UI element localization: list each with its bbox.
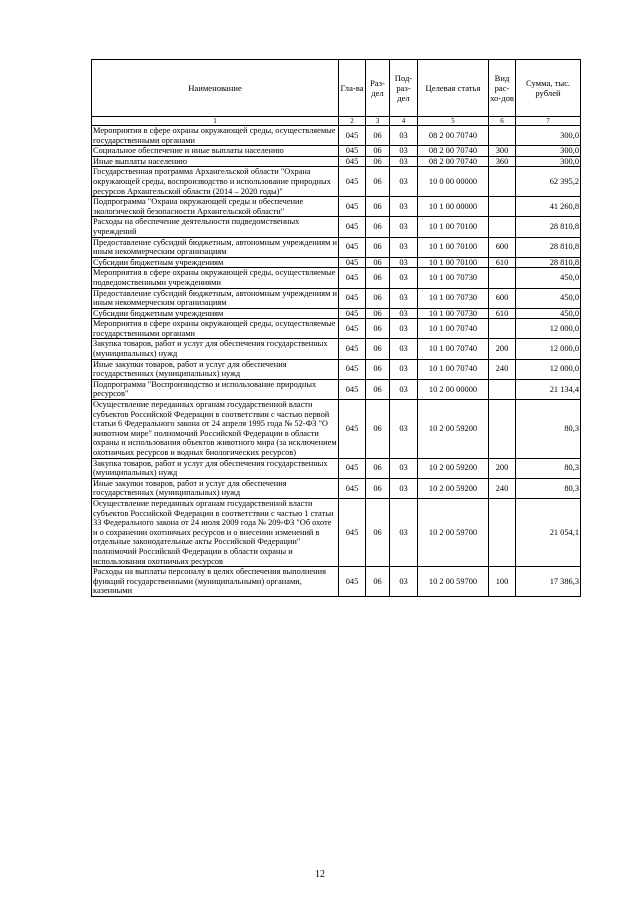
row-celevaya: 10 1 00 70730	[418, 268, 489, 288]
row-summa: 300,0	[516, 156, 581, 167]
row-name: Иные закупки товаров, работ и услуг для обеспечения государственных (муниципальных) нужд	[92, 478, 339, 498]
row-summa: 450,0	[516, 268, 581, 288]
table-row	[92, 400, 581, 459]
row-vid: 240	[489, 478, 516, 498]
row-glava: 045	[339, 308, 366, 319]
row-name: Субсидии бюджетным учреждениям	[92, 308, 339, 319]
column-number: 3	[366, 117, 390, 126]
table-row	[92, 126, 581, 146]
table-row	[92, 339, 581, 359]
row-razdel: 06	[366, 339, 390, 359]
row-summa: 21 134,4	[516, 379, 581, 399]
row-summa: 41 260,8	[516, 197, 581, 217]
table-row	[92, 217, 581, 237]
row-glava: 045	[339, 498, 366, 566]
row-podrazdel: 03	[390, 156, 418, 167]
row-summa: 12 000,0	[516, 339, 581, 359]
row-podrazdel: 03	[390, 268, 418, 288]
row-celevaya: 10 1 00 70100	[418, 237, 489, 257]
row-vid: 610	[489, 257, 516, 268]
row-razdel: 06	[366, 167, 390, 197]
row-vid	[489, 400, 516, 459]
row-vid: 600	[489, 237, 516, 257]
row-vid: 200	[489, 339, 516, 359]
row-vid: 100	[489, 567, 516, 597]
row-razdel: 06	[366, 257, 390, 268]
row-glava: 045	[339, 478, 366, 498]
row-name: Иные выплаты населению	[92, 156, 339, 167]
header-vid: Вид рас-хо-дов	[489, 60, 516, 117]
row-razdel: 06	[366, 237, 390, 257]
table-row	[92, 288, 581, 308]
header-glava: Гла-ва	[339, 60, 366, 117]
row-name: Мероприятия в сфере охраны окружающей среды, осуществляемые государственными органами	[92, 126, 339, 146]
row-name: Расходы на выплаты персоналу в целях обеспечения выполнения функций государственными (муниципальными) органами, казенными	[92, 567, 339, 597]
row-razdel: 06	[366, 498, 390, 566]
row-vid: 300	[489, 146, 516, 157]
row-razdel: 06	[366, 197, 390, 217]
header-podrazdel: Под-раз-дел	[390, 60, 418, 117]
row-vid	[489, 197, 516, 217]
row-name: Подпрограмма "Воспроизводство и использование природных ресурсов"	[92, 379, 339, 399]
row-podrazdel: 03	[390, 478, 418, 498]
row-razdel: 06	[366, 288, 390, 308]
row-podrazdel: 03	[390, 498, 418, 566]
header-row	[92, 60, 581, 117]
row-podrazdel: 03	[390, 217, 418, 237]
table-row	[92, 567, 581, 597]
row-celevaya: 10 2 00 00000	[418, 379, 489, 399]
column-number-row	[92, 117, 581, 126]
row-podrazdel: 03	[390, 146, 418, 157]
row-vid	[489, 379, 516, 399]
row-celevaya: 10 1 00 70100	[418, 257, 489, 268]
row-celevaya: 10 1 00 70730	[418, 308, 489, 319]
row-podrazdel: 03	[390, 257, 418, 268]
row-glava: 045	[339, 359, 366, 379]
row-summa: 28 810,8	[516, 237, 581, 257]
row-vid: 600	[489, 288, 516, 308]
table-row	[92, 458, 581, 478]
row-podrazdel: 03	[390, 567, 418, 597]
row-razdel: 06	[366, 319, 390, 339]
row-podrazdel: 03	[390, 167, 418, 197]
header-celevaya: Целевая статья	[418, 60, 489, 117]
row-celevaya: 10 1 00 70100	[418, 217, 489, 237]
table-row	[92, 319, 581, 339]
row-celevaya: 10 0 00 00000	[418, 167, 489, 197]
row-razdel: 06	[366, 567, 390, 597]
row-summa: 300,0	[516, 126, 581, 146]
header-razdel: Раз-дел	[366, 60, 390, 117]
row-celevaya: 08 2 00 70740	[418, 126, 489, 146]
row-name: Субсидии бюджетным учреждениям	[92, 257, 339, 268]
row-summa: 62 395,2	[516, 167, 581, 197]
row-vid	[489, 126, 516, 146]
row-celevaya: 10 1 00 70740	[418, 319, 489, 339]
row-podrazdel: 03	[390, 237, 418, 257]
row-celevaya: 10 2 00 59200	[418, 478, 489, 498]
row-name: Мероприятия в сфере охраны окружающей среды, осуществляемые государственными органами	[92, 319, 339, 339]
row-celevaya: 10 2 00 59200	[418, 458, 489, 478]
row-summa: 450,0	[516, 288, 581, 308]
row-vid	[489, 167, 516, 197]
row-summa: 12 000,0	[516, 319, 581, 339]
row-podrazdel: 03	[390, 126, 418, 146]
header-summa: Сумма, тыс. рублей	[516, 60, 581, 117]
row-name: Закупка товаров, работ и услуг для обеспечения государственных (муниципальных) нужд	[92, 339, 339, 359]
table-row	[92, 156, 581, 167]
table-row	[92, 379, 581, 399]
row-name: Иные закупки товаров, работ и услуг для обеспечения государственных (муниципальных) нужд	[92, 359, 339, 379]
row-podrazdel: 03	[390, 379, 418, 399]
row-vid	[489, 319, 516, 339]
row-vid: 200	[489, 458, 516, 478]
row-summa: 12 000,0	[516, 359, 581, 379]
row-glava: 045	[339, 268, 366, 288]
row-razdel: 06	[366, 217, 390, 237]
row-glava: 045	[339, 379, 366, 399]
row-vid: 360	[489, 156, 516, 167]
row-name: Мероприятия в сфере охраны окружающей среды, осуществляемые подведомственными учреждениями	[92, 268, 339, 288]
column-number: 1	[92, 117, 339, 126]
row-razdel: 06	[366, 400, 390, 459]
row-celevaya: 10 1 00 70740	[418, 359, 489, 379]
row-podrazdel: 03	[390, 359, 418, 379]
row-vid: 240	[489, 359, 516, 379]
row-glava: 045	[339, 257, 366, 268]
row-name: Предоставление субсидий бюджетным, автономным учреждениям и иным некоммерческим организациям	[93, 288, 337, 308]
table-row	[92, 237, 581, 257]
row-celevaya: 10 1 00 00000	[418, 197, 489, 217]
row-celevaya: 08 2 00 70740	[418, 156, 489, 167]
row-razdel: 06	[366, 458, 390, 478]
row-razdel: 06	[366, 146, 390, 157]
row-name: Государственная программа Архангельской области "Охрана окружающей среды, воспроизводство и использование природных ресурсов Архангельской области (2014 – 2020 годы)"	[92, 167, 339, 197]
column-number: 2	[339, 117, 366, 126]
row-summa: 450,0	[516, 308, 581, 319]
row-celevaya: 10 2 00 59200	[418, 400, 489, 459]
row-glava: 045	[339, 156, 366, 167]
row-summa: 21 054,1	[516, 498, 581, 566]
row-name: Социальное обеспечение и иные выплаты населению	[92, 146, 339, 157]
row-razdel: 06	[366, 478, 390, 498]
row-name: Осуществление переданных органам государственной власти субъектов Российской Федерации в соответствии с частью первой статьи 6 Федерального закона от 24 апреля 1995 года № 52-ФЗ "О животном мире" полномочий Российской Федерации в области охраны и использования объектов животного мира (за исключением охотничьих ресурсов и водных биологических ресурсов)	[93, 400, 337, 457]
row-name: Закупка товаров, работ и услуг для обеспечения государственных (муниципальных) нужд	[92, 458, 339, 478]
row-glava: 045	[339, 319, 366, 339]
column-number: 5	[418, 117, 489, 126]
row-vid	[489, 268, 516, 288]
column-number: 7	[516, 117, 581, 126]
row-glava: 045	[339, 567, 366, 597]
row-name: Осуществление переданных органам государственной власти субъектов Российской Федерации в соответствии с частью 1 статьи 33 Федерального закона от 24 июля 2009 года № 209-ФЗ "Об охоте и о сохранении охотничьих ресурсов и о внесении изменений в отдельные законодательные акты Российской Федерации" полномочий Российской Федерации в области охраны и использования охотничьих ресурсов	[92, 498, 339, 566]
row-name: Подпрограмма "Охрана окружающей среды и обеспечение экологической безопасности Архангельской области"	[92, 197, 339, 217]
row-podrazdel: 03	[390, 288, 418, 308]
row-vid	[489, 217, 516, 237]
row-celevaya: 10 1 00 70730	[418, 288, 489, 308]
row-vid	[489, 498, 516, 566]
row-celevaya: 10 1 00 70740	[418, 339, 489, 359]
row-glava: 045	[339, 288, 366, 308]
row-razdel: 06	[366, 359, 390, 379]
row-glava: 045	[339, 458, 366, 478]
row-glava: 045	[339, 126, 366, 146]
column-number: 6	[489, 117, 516, 126]
row-summa: 80,3	[516, 478, 581, 498]
row-glava: 045	[339, 237, 366, 257]
table-row	[92, 197, 581, 217]
table-row	[92, 498, 581, 566]
row-razdel: 06	[366, 156, 390, 167]
table-row	[92, 167, 581, 197]
table-row	[92, 359, 581, 379]
row-podrazdel: 03	[390, 400, 418, 459]
row-podrazdel: 03	[390, 308, 418, 319]
row-podrazdel: 03	[390, 458, 418, 478]
row-summa: 17 386,3	[516, 567, 581, 597]
row-summa: 80,3	[516, 458, 581, 478]
table-body	[92, 126, 581, 597]
row-celevaya: 08 2 00 70740	[418, 146, 489, 157]
row-glava: 045	[339, 167, 366, 197]
row-razdel: 06	[366, 268, 390, 288]
table-row	[92, 146, 581, 157]
table-row	[92, 257, 581, 268]
row-podrazdel: 03	[390, 339, 418, 359]
page-number: 12	[315, 869, 325, 880]
row-name: Предоставление субсидий бюджетным, автономным учреждениям и иным некоммерческим организациям	[93, 237, 337, 257]
row-summa: 300,0	[516, 146, 581, 157]
row-summa: 28 810,8	[516, 217, 581, 237]
row-celevaya: 10 2 00 59700	[418, 567, 489, 597]
header-name: Наименование	[92, 60, 339, 117]
row-razdel: 06	[366, 379, 390, 399]
row-razdel: 06	[366, 126, 390, 146]
table-row	[92, 478, 581, 498]
row-name: Расходы на обеспечение деятельности подведомственных учреждений	[92, 217, 339, 237]
row-glava: 045	[339, 197, 366, 217]
row-podrazdel: 03	[390, 197, 418, 217]
budget-table	[91, 59, 581, 597]
row-glava: 045	[339, 217, 366, 237]
row-summa: 28 810,8	[516, 257, 581, 268]
row-vid: 610	[489, 308, 516, 319]
table-row	[92, 308, 581, 319]
row-summa: 80,3	[516, 400, 581, 459]
row-razdel: 06	[366, 308, 390, 319]
table-row	[92, 268, 581, 288]
column-number: 4	[390, 117, 418, 126]
row-glava: 045	[339, 400, 366, 459]
row-celevaya: 10 2 00 59700	[418, 498, 489, 566]
row-podrazdel: 03	[390, 319, 418, 339]
row-glava: 045	[339, 146, 366, 157]
row-glava: 045	[339, 339, 366, 359]
